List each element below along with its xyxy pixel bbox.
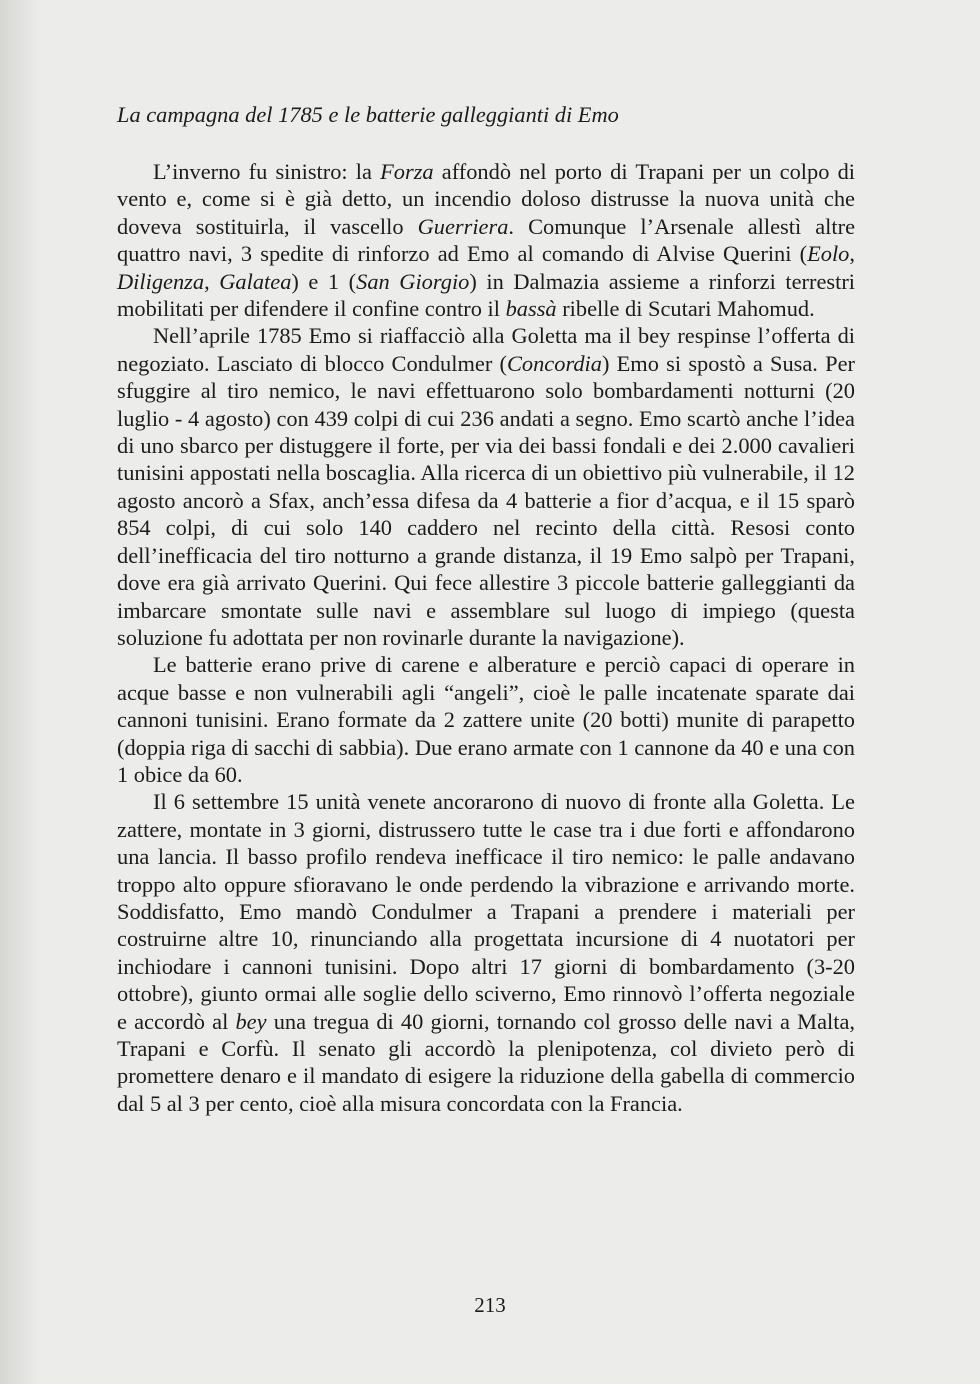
page-edge-shadow bbox=[0, 0, 40, 1384]
running-head: La campagna del 1785 e le batterie galleggianti di Emo bbox=[117, 102, 619, 127]
text-run: , bbox=[204, 268, 220, 294]
body-text-block bbox=[117, 100, 855, 1117]
paragraph-2 bbox=[117, 322, 855, 651]
italic-term: Diligenza bbox=[117, 268, 205, 294]
text-run: , bbox=[849, 241, 855, 267]
text-run: ribelle di Scutari Mahomud. bbox=[556, 296, 815, 322]
text-run: . Comunque l’Arsenale allestì altre quattro navi, 3 spedite di rinforzo ad Emo al comando di Alvise Querini ( bbox=[117, 213, 856, 267]
text-run: L’inverno fu sinistro: la bbox=[153, 159, 381, 184]
italic-term: Galatea bbox=[219, 268, 292, 294]
text-run: Nell’aprile 1785 Emo si riaffacciò alla Goletta ma il bey respinse l’offerta di negoziato. Lasciato di blocco Condulmer ( bbox=[117, 323, 855, 376]
italic-term: Forza bbox=[380, 159, 434, 184]
italic-term: San Giorgio bbox=[356, 268, 470, 294]
paragraph-1 bbox=[117, 158, 855, 322]
text-run: affondò nel porto di Trapani per un colpo di vento e, come si è già detto, un incendio doloso distrusse la nuova unità che doveva sostituirla, il vascello bbox=[117, 159, 855, 239]
italic-term: Guerriera bbox=[417, 213, 509, 239]
italic-term: bey bbox=[235, 1008, 267, 1034]
text-run: ) e 1 ( bbox=[291, 268, 357, 294]
text-run: ) in Dalmazia assieme a rinforzi terrestri mobilitati per difendere il confine contro il bbox=[117, 268, 855, 322]
text-run: Il 6 settembre 15 unità venete ancorarono di nuovo di fronte alla Goletta. Le zattere, montate in 3 giorni, distrussero tutte le case tra i due forti e affondarono una lancia. Il basso profilo rendeva inefficace il tiro nemico: le palle andavano troppo alto oppure sfioravano le onde perdendo la vibrazione e arrivando morte. Soddisfatto, Emo mandò Condulmer a Trapani a prendere i materiali per costruirne altre 10, rinunciando alla progettata incursione di 4 nuotatori per inchiodare i cannoni tunisini. Dopo altri 17 giorni di bombardamento (3-20 ottobre), giunto ormai alle soglie dello sciverno, Emo rinnovò l’offerta negoziale e accordò al bbox=[117, 789, 855, 1034]
page-number: 213 bbox=[474, 1293, 506, 1317]
italic-term: Concordia bbox=[506, 350, 602, 376]
text-run: Le batterie erano prive di carene e alberature e perciò capaci di operare in acque basse e non vulnerabili agli “angeli”, cioè le palle incatenate sparate dai cannoni tunisini. Erano formate da 2 zattere unite (20 botti) munite di parapetto (doppia riga di sacchi di sabbia). Due erano armate con 1 cannone da 40 e una con 1 obice da 60. bbox=[117, 652, 855, 787]
italic-term: bassà bbox=[505, 296, 557, 322]
text-run: una tregua di 40 giorni, tornando col grosso delle navi a Malta, Trapani e Corfù. Il senato gli accordò la plenipotenza, col divieto però di promettere denaro e il mandato di esigere la riduzione della gabella di commercio dal 5 al 3 per cento, cioè alla misura concordata con la Francia. bbox=[117, 1008, 855, 1116]
paragraph-3 bbox=[117, 651, 855, 788]
text-run: ) Emo si spostò a Susa. Per sfuggire al tiro nemico, le navi effettuarono solo bombardamenti notturni (20 luglio - 4 agosto) con 439 colpi di cui 236 andati a segno. Emo scartò anche l’idea di uno sbarco per distuggere il forte, per via dei bassi fondali e dei 2.000 cavalieri tunisini appostati nella boscaglia. Alla ricerca di un obiettivo più vulnerabile, il 12 agosto ancorò a Sfax, anch’essa difesa da 4 batterie a fior d’acqua, e il 15 sparò 854 colpi, di cui solo 140 caddero nel recinto della città. Resosi conto dell’inefficacia del tiro notturno a grande distanza, il 19 Emo salpò per Trapani, dove era già arrivato Querini. Qui fece allestire 3 piccole batterie galleggianti da imbarcare smontate sulle navi e assemblare sul luogo di impiego (questa soluzione fu adottata per non rovinarle durante la navigazione). bbox=[117, 350, 855, 650]
italic-term: Eolo bbox=[807, 241, 850, 267]
paragraph-4 bbox=[117, 788, 855, 1117]
